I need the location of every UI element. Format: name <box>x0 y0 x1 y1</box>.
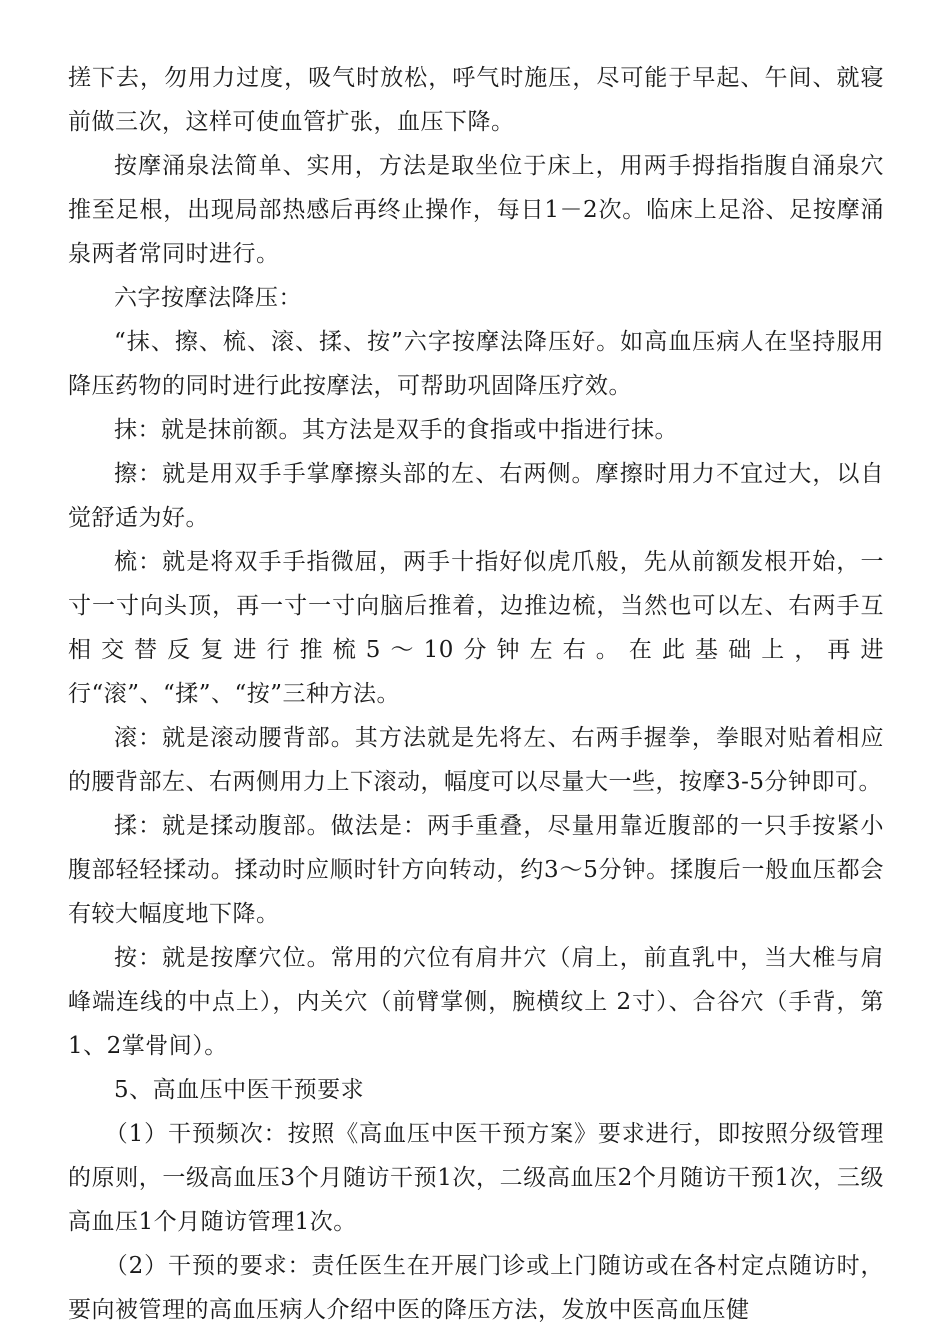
paragraph-an: 按：就是按摩穴位。常用的穴位有肩井穴（肩上，前直乳中，当大椎与肩峰端连线的中点上），内关穴（前臂掌侧，腕横纹上 2寸）、合谷穴（手背，第1、2掌骨间）。 <box>68 945 884 1059</box>
paragraph-yongquan-massage: 按摩涌泉法简单、实用，方法是取坐位于床上，用两手拇指指腹自涌泉穴推至足根，出现局部热感后再终止操作，每日1－2次。临床上足浴、足按摩涌泉两者常同时进行。 <box>68 153 884 267</box>
paragraph-shu: 梳：就是将双手手指微屈，两手十指好似虎爪般，先从前额发根开始，一寸一寸向头顶，再一寸一寸向脑后推着，边推边梳，当然也可以左、右两手互相交替反复进行推梳5～10分钟左右。在此基础上，再进行“滚”、“揉”、“按”三种方法。 <box>68 549 884 707</box>
paragraph-intervention-requirements: （2）干预的要求：责任医生在开展门诊或上门随访或在各村定点随访时，要向被管理的高血压病人介绍中医的降压方法，发放中医高血压健 <box>68 1253 884 1323</box>
paragraph-mo: 抹：就是抹前额。其方法是双手的食指或中指进行抹。 <box>114 417 678 443</box>
paragraph-continuation: 搓下去，勿用力过度，吸气时放松，呼气时施压，尽可能于早起、午间、就寝前做三次，这样可使血管扩张，血压下降。 <box>68 65 884 135</box>
paragraph-ca: 擦：就是用双手手掌摩擦头部的左、右两侧。摩擦时用力不宜过大，以自觉舒适为好。 <box>68 461 884 531</box>
section-heading-intervention-requirements: 5、高血压中医干预要求 <box>114 1077 365 1103</box>
paragraph-rou: 揉：就是揉动腹部。做法是：两手重叠，尽量用靠近腹部的一只手按紧小腹部轻轻揉动。揉动时应顺时针方向转动，约3～5分钟。揉腹后一般血压都会有较大幅度地下降。 <box>68 813 884 927</box>
paragraph-intervention-frequency: （1）干预频次：按照《高血压中医干预方案》要求进行，即按照分级管理的原则，一级高血压3个月随访干预1次，二级高血压2个月随访干预1次，三级高血压1个月随访管理1次。 <box>68 1121 884 1235</box>
paragraph-gun: 滚：就是滚动腰背部。其方法就是先将左、右两手握拳，拳眼对贴着相应的腰背部左、右两侧用力上下滚动，幅度可以尽量大一些，按摩3-5分钟即可。 <box>68 725 884 795</box>
paragraph-six-word-intro: “抹、擦、梳、滚、揉、按”六字按摩法降压好。如高血压病人在坚持服用降压药物的同时进行此按摩法，可帮助巩固降压疗效。 <box>68 329 884 399</box>
document-page <box>68 56 884 1332</box>
section-heading-six-word-massage: 六字按摩法降压： <box>114 285 302 311</box>
